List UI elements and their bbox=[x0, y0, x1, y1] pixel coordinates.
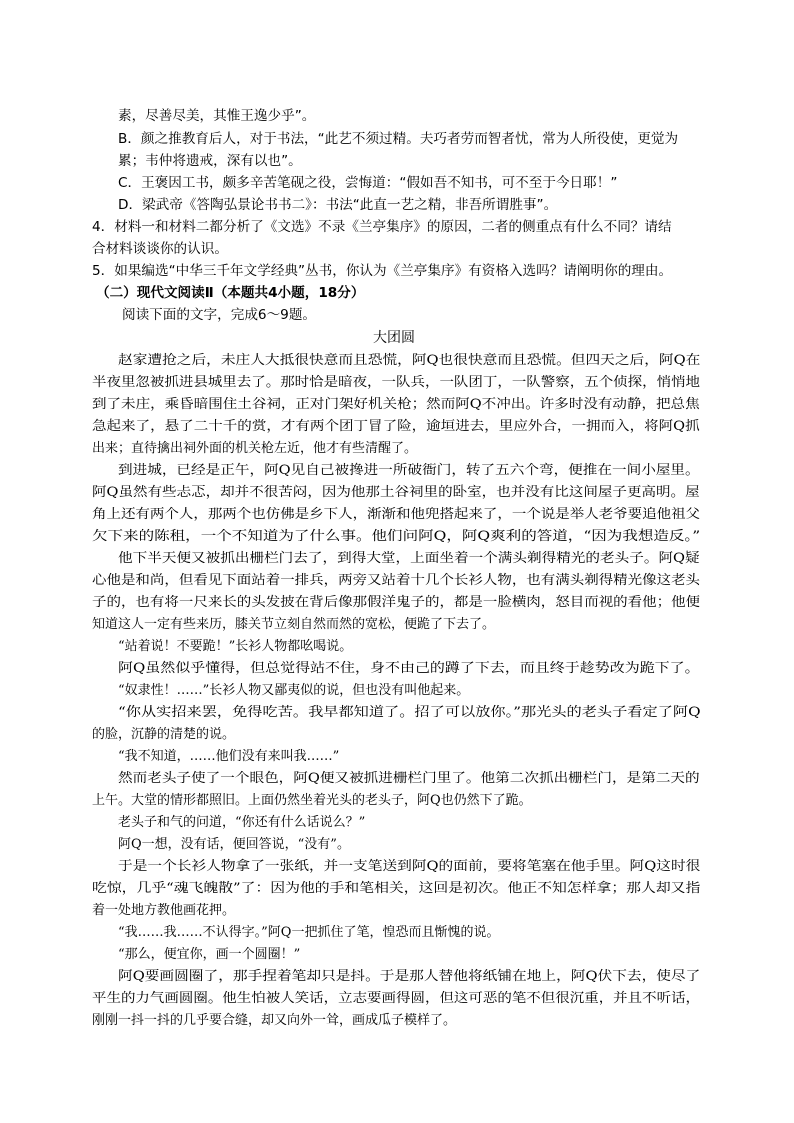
text-line: 子的，也有将一尺来长的头发披在背后像那假洋鬼子的，都是一脸横肉，怒目而视的看他；他便 bbox=[92, 595, 701, 610]
text-line: 大团圆 bbox=[373, 330, 415, 346]
text-line: “站着说！不要跪！”长衫人物都吆喝说。 bbox=[118, 639, 353, 654]
text-line: 着一处地方教他画花押。 bbox=[92, 903, 236, 918]
text-line: 到了未庄，乘昏暗围住土谷祠，正对门架好机关枪；然而阿Q不冲出。许多时没有动静，把总焦 bbox=[92, 397, 700, 412]
text-line: 4．材料一和材料二都分析了《文选》不录《兰亭集序》的原因，二者的侧重点有什么不同？请结 bbox=[92, 219, 672, 235]
text-line: “你从实招来罢，免得吃苦。我早都知道了。招了可以放你。”那光头的老头子看定了阿Q bbox=[118, 705, 701, 720]
text-line: 心他是和尚，但看见下面站着一排兵，两旁又站着十几个长衫人物，也有满头剃得精光像这老头 bbox=[92, 573, 701, 588]
text-line: 合材料谈谈你的认识。 bbox=[92, 241, 228, 257]
text-line: 到进城，已经是正午，阿Q见自己被搀进一所破衙门，转了五六个弯，便推在一间小屋里。 bbox=[118, 463, 700, 478]
text-line: “那么，便宜你，画一个圆圈！” bbox=[118, 947, 301, 962]
text-line: 知道这人一定有些来历，膝关节立刻自然而然的宽松，便跪了下去了。 bbox=[92, 617, 496, 632]
text-line: 吃惊，几乎“魂飞魄散”了：因为他的手和笔相关，这回是初次。他正不知怎样拿；那人却又指 bbox=[92, 881, 701, 896]
text-line: 老头子和气的问道，“你还有什么话说么？” bbox=[118, 815, 366, 830]
text-line: 他下半天便又被抓出栅栏门去了，到得大堂，上面坐着一个满头剃得精光的老头子。阿Q疑 bbox=[118, 551, 700, 566]
text-line: 5．如果编选“中华三千年文学经典”丛书，你认为《兰亭集序》有资格入选吗？请阐明你的理由。 bbox=[92, 263, 673, 279]
text-line: （二）现代文阅读Ⅱ（本题共4小题，18分） bbox=[96, 285, 365, 301]
text-line: 平生的力气画圆圈。他生怕被人笑话，立志要画得圆，但这可恶的笔不但很沉重，并且不听话， bbox=[92, 991, 701, 1006]
text-line: 阿Q要画圆圈了，那手捏着笔却只是抖。于是那人替他将纸铺在地上，阿Q伏下去，使尽了 bbox=[118, 969, 701, 984]
text-line: D．梁武帝《答陶弘景论书书二》：书法“此直一艺之精，非吾所谓胜事”。 bbox=[118, 197, 558, 213]
text-line: “我不知道，……他们没有来叫我……” bbox=[118, 749, 340, 764]
text-line: 累；韦仲将遗戒，深有以也”。 bbox=[118, 153, 302, 169]
text-line: B．颜之推教育后人，对于书法，“此艺不须过精。夫巧者劳而智者忧，常为人所役使，更觉为 bbox=[118, 131, 679, 147]
text-line: 阿Q虽然似乎懂得，但总觉得站不住，身不由己的蹲了下去，而且终于趁势改为跪下了。 bbox=[118, 661, 700, 676]
text-line: 上午。大堂的情形都照旧。上面仍然坐着光头的老头子，阿Q也仍然下了跪。 bbox=[92, 793, 532, 808]
text-line: 阿Q虽然有些忐忑，却并不很苦闷，因为他那土谷祠里的卧室，也并没有比这间屋子更高明。屋 bbox=[92, 485, 700, 500]
text-line: 欠下来的陈租，一个不知道为了什么事。他们问阿Q，阿Q爽利的答道，“因为我想造反。” bbox=[92, 529, 701, 544]
text-line: 的脸，沉静的清楚的说。 bbox=[92, 727, 236, 742]
text-line: 赵家遭抢之后，未庄人大抵很快意而且恐慌，阿Q也很快意而且恐慌。但四天之后，阿Q在 bbox=[118, 353, 701, 368]
text-line: 急起来了，悬了二十千的赏，才有两个团丁冒了险，逾垣进去，里应外合，一拥而入，将阿Q抓 bbox=[92, 419, 700, 434]
text-line: “奴隶性！……”长衫人物又鄙夷似的说，但也没有叫他起来。 bbox=[118, 683, 470, 698]
text-line: C．王褒因工书，颇多辛苦笔砚之役，尝悔道：“假如吾不知书，可不至于今日耶！” bbox=[118, 175, 618, 191]
text-line: 阅读下面的文字，完成6～9题。 bbox=[122, 307, 317, 323]
text-line: 于是一个长衫人物拿了一张纸，并一支笔送到阿Q的面前，要将笔塞在他手里。阿Q这时很 bbox=[118, 859, 701, 874]
text-line: 阿Q一想，没有话，便回答说，“没有”。 bbox=[118, 837, 350, 852]
text-line: 角上还有两个人，那两个也仿佛是乡下人，渐渐和他兜搭起来了，一个说是举人老爷要追他祖父 bbox=[92, 507, 701, 522]
text-line: 出来；直待擒出祠外面的机关枪左近，他才有些清醒了。 bbox=[92, 441, 418, 456]
text-line: 半夜里忽被抓进县城里去了。那时恰是暗夜，一队兵，一队团丁，一队警察，五个侦探，悄悄地 bbox=[92, 375, 701, 390]
text-line: 素，尽善尽美，其惟王逸少乎”。 bbox=[118, 108, 316, 124]
text-line: 刚刚一抖一抖的几乎要合缝，却又向外一耸，画成瓜子模样了。 bbox=[92, 1013, 457, 1028]
text-line: “我……我……不认得字。”阿Q一把抓住了笔，惶恐而且惭愧的说。 bbox=[118, 925, 500, 940]
text-line: 然而老头子使了一个眼色，阿Q便又被抓进栅栏门里了。他第二次抓出栅栏门，是第二天的 bbox=[118, 771, 700, 786]
